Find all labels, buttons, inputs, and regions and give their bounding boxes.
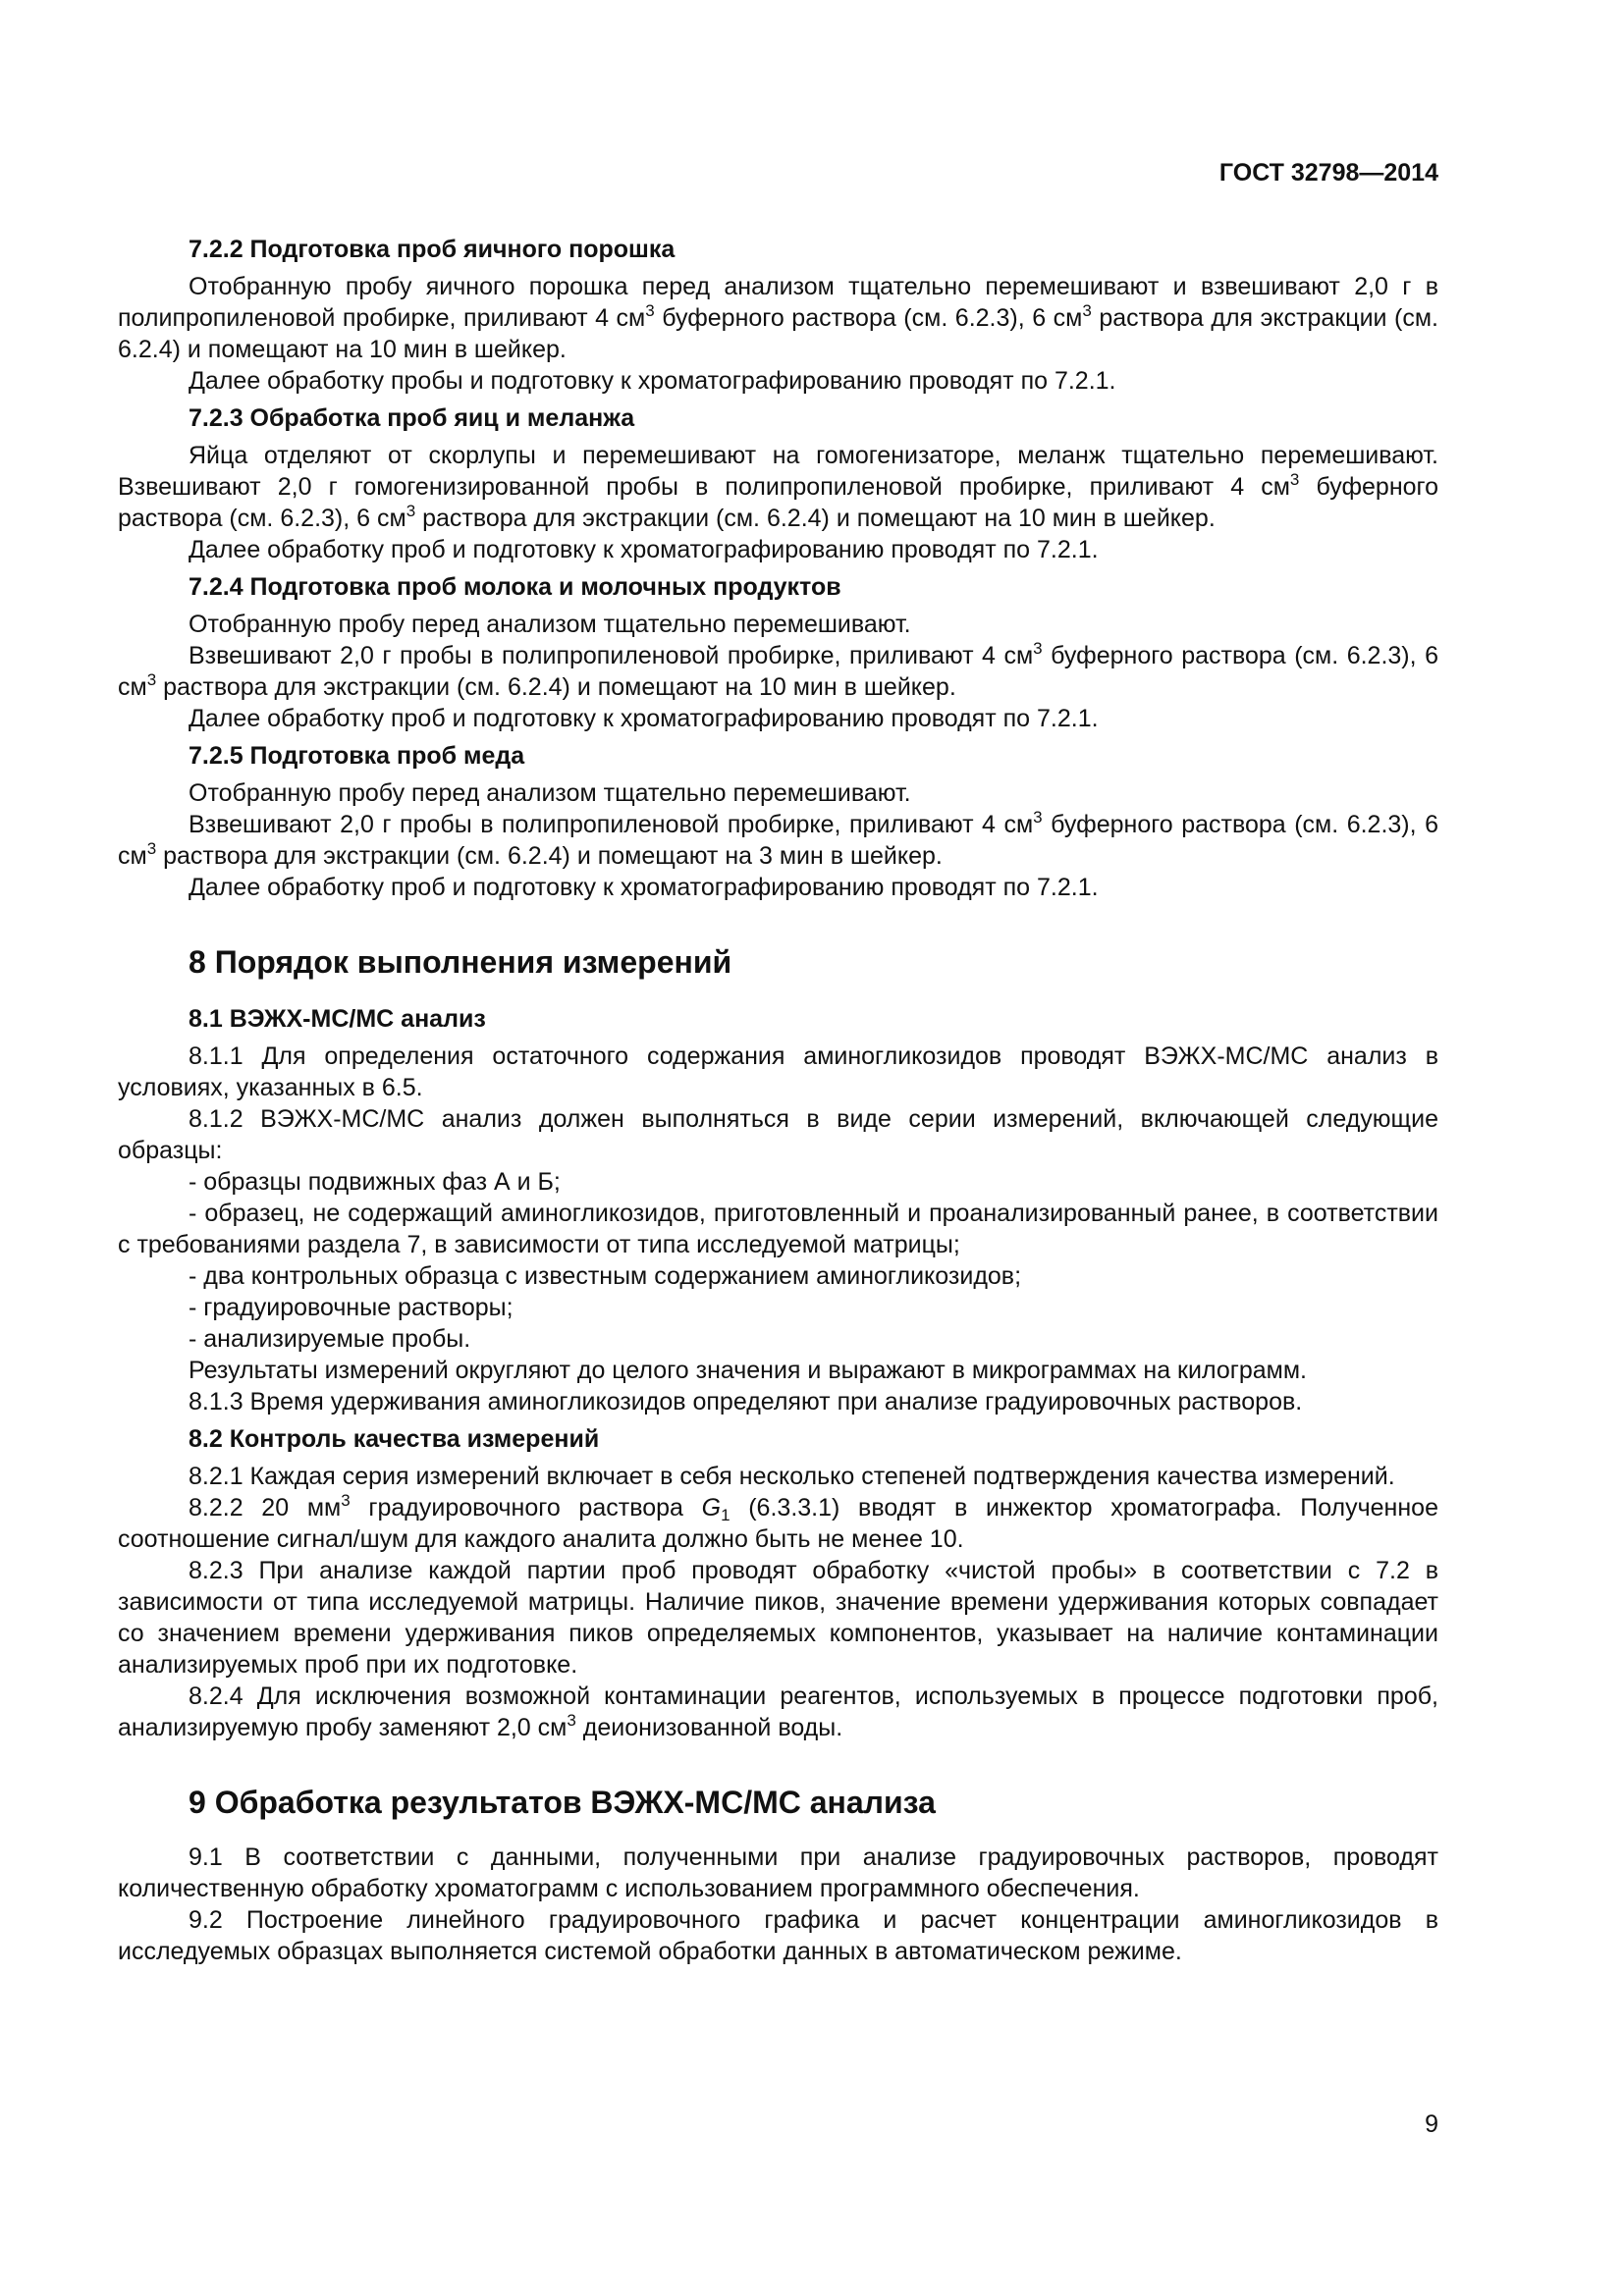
paragraph-8-2-2 — [118, 1492, 1438, 1555]
text: Отобранную пробу яичного порошка перед анализом тщательно перемешивают и взвешивают 2,0 г в полипропиленовой пробирке, приливают 4 см — [118, 273, 1438, 332]
superscript: 3 — [146, 838, 157, 858]
page-number: 9 — [1425, 2110, 1438, 2138]
paragraph-7-2-4-2 — [118, 640, 1438, 703]
text: деионизованной воды. — [575, 1714, 843, 1741]
paragraph-8-2-3: 8.2.3 При анализе каждой партии проб проводят обработку «чистой пробы» в соответствии с 7.2 в зависимости от типа исследуемой матрицы. Наличие пиков, значение времени удерживания которых совпадает со значением времени удерживания пиков определяемых компонентов, указывает на наличие контаминации анализируемых проб при их подготовке. — [118, 1557, 1438, 1679]
paragraph-9-2: 9.2 Построение линейного градуировочного графика и расчет концентрации аминогликозидов в исследуемых образцах выполняется системой обработки данных в автоматическом режиме. — [118, 1906, 1438, 1965]
text: Взвешивают 2,0 г пробы в полипропиленовой пробирке, приливают 4 см — [189, 811, 1034, 838]
text: раствора для экстракции (см. 6.2.4) и помещают на 10 мин в шейкер. — [415, 505, 1216, 532]
text: (6.3.3.1) вводят в инжектор хроматографа. Полученное соотношение сигнал/шум для каждого аналита должно быть не менее 10. — [118, 1494, 1438, 1553]
subsection-heading-7-2-3: 7.2.3 Обработка проб яиц и меланжа — [189, 404, 635, 432]
text: буферного раствора (см. 6.2.3), 6 см — [118, 811, 1439, 870]
text: буферного раствора (см. 6.2.3), 6 см — [118, 473, 1439, 532]
paragraph-8-1-1: 8.1.1 Для определения остаточного содержания аминогликозидов проводят ВЭЖХ-МС/МС анализ в условиях, указанных в 6.5. — [118, 1042, 1438, 1101]
paragraph-7-2-5-3: Далее обработку проб и подготовку к хроматографированию проводят по 7.2.1. — [189, 874, 1099, 901]
text: раствора для экстракции (см. 6.2.4) и помещают на 3 мин в шейкер. — [156, 842, 943, 870]
paragraph-8-1-3: 8.1.3 Время удерживания аминогликозидов определяют при анализе градуировочных растворов. — [189, 1388, 1303, 1415]
paragraph-7-2-2-2: Далее обработку пробы и подготовку к хроматографированию проводят по 7.2.1. — [189, 367, 1116, 395]
text: 8.2.2 20 мм — [189, 1494, 342, 1522]
text: буферного раствора (см. 6.2.3), 6 см — [654, 304, 1083, 332]
variable: G — [701, 1494, 722, 1522]
superscript: 3 — [567, 1710, 576, 1730]
subsection-heading-7-2-2: 7.2.2 Подготовка проб яичного порошка — [189, 236, 676, 263]
text: раствора для экстракции (см. 6.2.4) и помещают на 10 мин в шейкер. — [156, 673, 956, 701]
subsection-heading-8-2: 8.2 Контроль качества измерений — [189, 1425, 600, 1453]
list-item: - два контрольных образца с известным содержанием аминогликозидов; — [189, 1262, 1022, 1290]
paragraph-7-2-4-3: Далее обработку проб и подготовку к хроматографированию проводят по 7.2.1. — [189, 705, 1099, 732]
paragraph-7-2-4-1: Отобранную пробу перед анализом тщательно перемешивают. — [189, 611, 911, 638]
text: раствора для экстракции (см. 6.2.4) и помещают на 10 мин в шейкер. — [118, 304, 1439, 363]
list-item: - образец, не содержащий аминогликозидов, приготовленный и проанализированный ранее, в соответствии с требованиями раздела 7, в зависимости от типа исследуемой матрицы; — [118, 1200, 1438, 1258]
list-item: - образцы подвижных фаз А и Б; — [189, 1168, 561, 1196]
paragraph-8-2-4 — [118, 1681, 1438, 1743]
superscript: 3 — [1289, 469, 1300, 489]
paragraph-9-1: 9.1 В соответствии с данными, полученными при анализе градуировочных растворов, проводят количественную обработку хроматограмм с использованием программного обеспечения. — [118, 1843, 1438, 1902]
subscript: 1 — [721, 1506, 730, 1525]
section-heading-8: 8 Порядок выполнения измерений — [189, 944, 732, 980]
superscript: 3 — [341, 1490, 351, 1510]
paragraph-7-2-5-2 — [118, 809, 1438, 872]
superscript: 3 — [146, 669, 157, 689]
superscript: 3 — [406, 501, 416, 520]
text: 8.2.4 Для исключения возможной контаминации реагентов, используемых в процессе подготовки проб, анализируемую пробу заменяют 2,0 см — [118, 1682, 1438, 1741]
paragraph-8-2-1: 8.2.1 Каждая серия измерений включает в себя несколько степеней подтверждения качества измерений. — [189, 1463, 1395, 1490]
text: градуировочного раствора — [350, 1494, 702, 1522]
text: буферного раствора (см. 6.2.3), 6 см — [118, 642, 1439, 701]
section-heading-9: 9 Обработка результатов ВЭЖХ-МС/МС анализа — [189, 1785, 936, 1820]
paragraph-7-2-2-1 — [118, 271, 1438, 365]
superscript: 3 — [1082, 300, 1092, 320]
paragraph-results: Результаты измерений округляют до целого значения и выражают в микрограммах на килограмм. — [189, 1357, 1307, 1384]
page-content — [118, 228, 1438, 1967]
paragraph-7-2-3-1 — [118, 440, 1438, 534]
text: Яйца отделяют от скорлупы и перемешивают на гомогенизаторе, меланж тщательно перемешивают. Взвешивают 2,0 г гомогенизированной пробы в полипропиленовой пробирке, приливают 4 см — [118, 442, 1438, 501]
list-item: - градуировочные растворы; — [189, 1294, 514, 1321]
paragraph-7-2-5-1: Отобранную пробу перед анализом тщательно перемешивают. — [189, 779, 911, 807]
paragraph-8-1-2: 8.1.2 ВЭЖХ-МС/МС анализ должен выполняться в виде серии измерений, включающей следующие образцы: — [118, 1105, 1438, 1164]
text: Взвешивают 2,0 г пробы в полипропиленовой пробирке, приливают 4 см — [189, 642, 1034, 669]
subsection-heading-7-2-4: 7.2.4 Подготовка проб молока и молочных продуктов — [189, 573, 841, 601]
document-id: ГОСТ 32798—2014 — [1218, 159, 1438, 187]
superscript: 3 — [1033, 638, 1043, 658]
subsection-heading-7-2-5: 7.2.5 Подготовка проб меда — [189, 742, 525, 770]
subsection-heading-8-1: 8.1 ВЭЖХ-МС/МС анализ — [189, 1005, 486, 1033]
list-item: - анализируемые пробы. — [189, 1325, 471, 1353]
superscript: 3 — [645, 300, 655, 320]
superscript: 3 — [1033, 807, 1043, 827]
paragraph-7-2-3-2: Далее обработку проб и подготовку к хроматографированию проводят по 7.2.1. — [189, 536, 1099, 563]
